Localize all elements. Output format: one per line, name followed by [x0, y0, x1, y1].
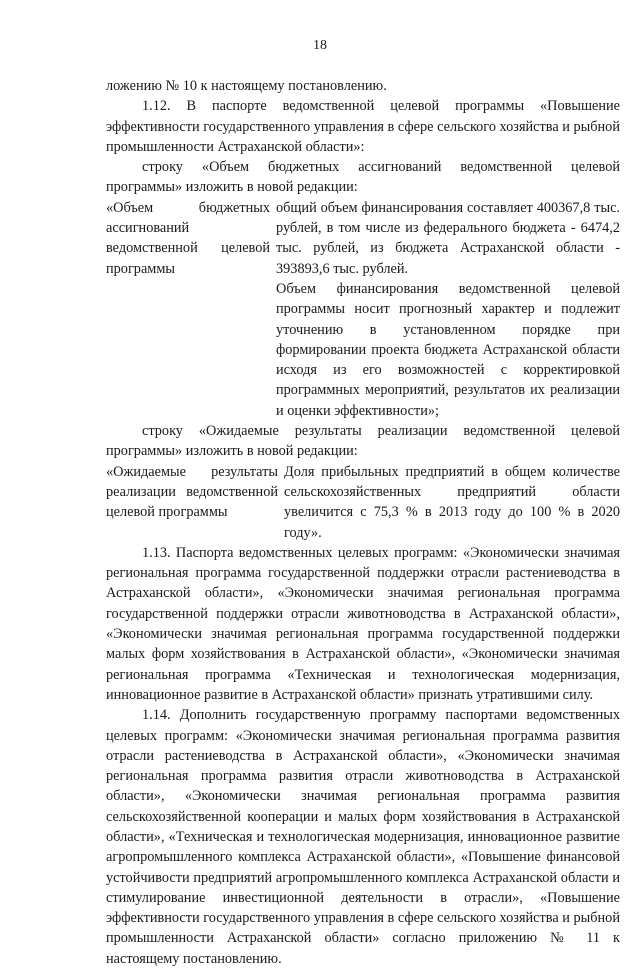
passport-row-budget	[106, 198, 620, 421]
paragraph-continuation: ложению № 10 к настоящему постановлению.	[106, 78, 387, 94]
document-body	[106, 76, 620, 969]
passport-row-budget-label: «Объем бюджетных ассигнований ведомственной целевой программы	[106, 199, 270, 277]
page-number: 18	[313, 38, 327, 53]
passport-row-budget-value	[276, 198, 620, 421]
passport-row-results-label: «Ожидаемые результаты реализации ведомственной целевой программы	[106, 463, 278, 521]
paragraph-1-12: 1.12. В паспорте ведомственной целевой программы «Повышение эффективности государственного управления в сфере сельского хозяйства и рыбной промышленности Астраханской области»:	[106, 98, 620, 155]
passport-row-results	[106, 462, 620, 543]
paragraph-row-results-intro: строку «Ожидаемые результаты реализации ведомственной целевой программы» изложить в новой редакции:	[106, 423, 620, 460]
paragraph-1-14: 1.14. Дополнить государственную программу паспортами ведомственных целевых программ: «Экономически значимая региональная программа развития отрасли растениеводства в Астраханской области», «Экономически значимая региональная программа развития отрасли животноводства в Астраханской области», «Экономически значимая региональная программа развития сельскохозяйственной кооперации и малых форм хозяйствования в Астраханской области», «Техническая и технологическая модернизация, инновационное развитие агропромышленного комплекса Астраханской области», «Повышение финансовой устойчивости предприятий агропромышленного комплекса Астраханской области и стимулирование инвестиционной деятельности в отрасли», «Повышение эффективности государственного управления в сфере сельского хозяйства и рыбной промышленности Астраханской области» согласно приложению № 11 к настоящему постановлению.	[106, 707, 620, 967]
budget-forecast-text: Объем финансирования ведомственной целевой программы носит прогнозный характер и подлежит уточнению в установленном порядке при формировании проекта бюджета Астраханской области исходя из его возможностей с корректировкой программных мероприятий, результатов их реализации и оценки эффективности»;	[276, 280, 620, 419]
paragraph-row-budget-intro: строку «Объем бюджетных ассигнований ведомственной целевой программы» изложить в новой редакции:	[106, 159, 620, 196]
paragraph-1-13: 1.13. Паспорта ведомственных целевых программ: «Экономически значимая региональная программа государственной поддержки отрасли растениеводства в Астраханской области», «Экономически значимая региональная программа государственной поддержки отрасли животноводства в Астраханской области», «Экономически значимая региональная программа государственной поддержки малых форм хозяйствования в Астраханской области», «Экономически значимая региональная программа «Техническая и технологическая модернизация, инновационное развитие в Астраханской области» признать утратившими силу.	[106, 544, 620, 703]
passport-row-results-value: Доля прибыльных предприятий в общем количестве сельскохозяйственных предприятий области увеличится с 75,3 % в 2013 году до 100 % в 2020 году».	[284, 463, 620, 541]
budget-total-text: общий объем финансирования составляет 400367,8 тыс. рублей, в том числе из федерального бюджета - 6474,2 тыс. рублей, из бюджета Астраханской области - 393893,6 тыс. рублей.	[276, 199, 620, 277]
